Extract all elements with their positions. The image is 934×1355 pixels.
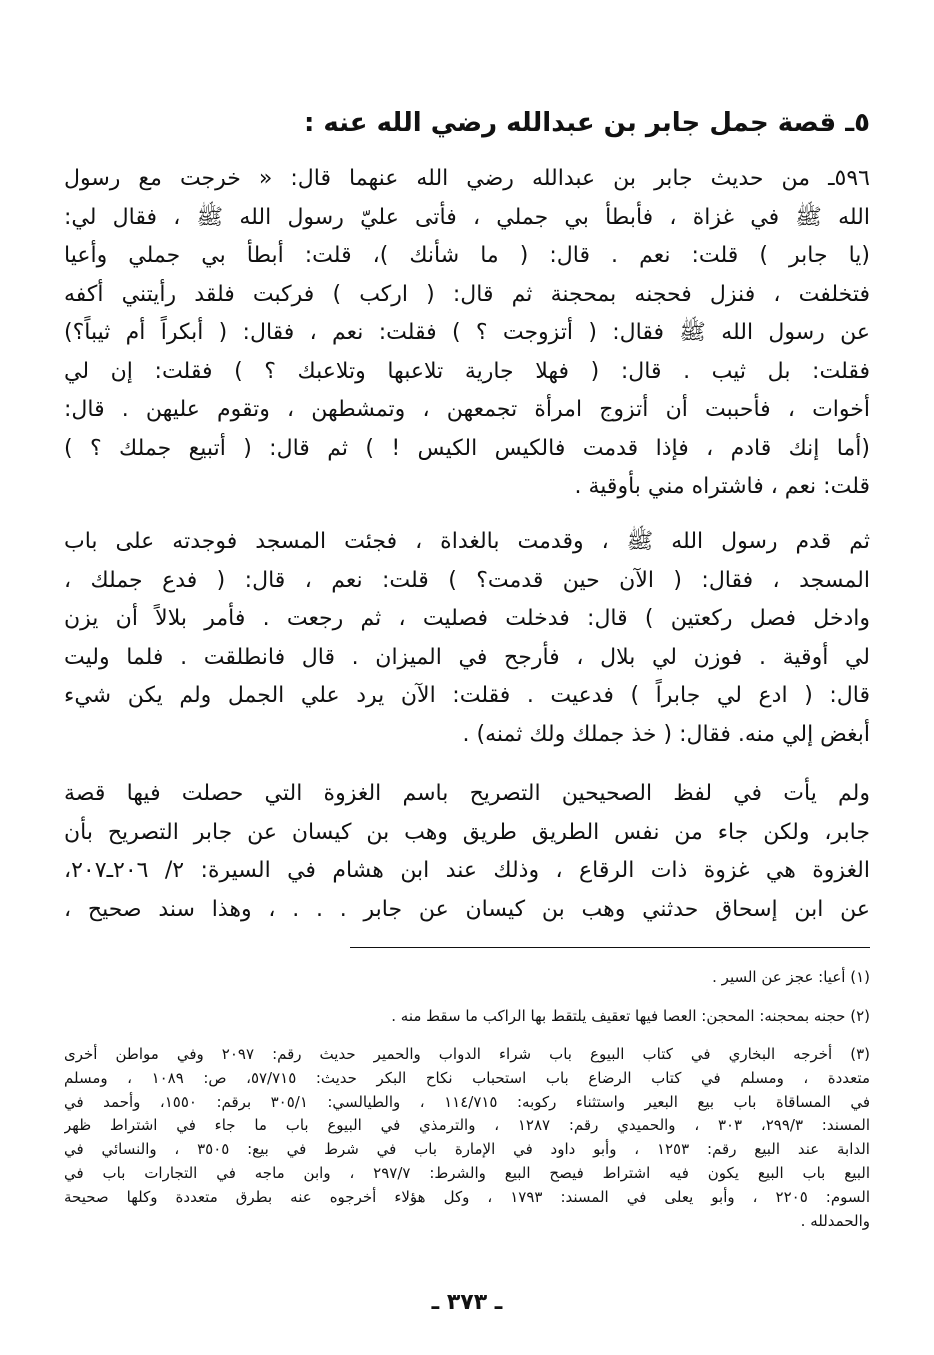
paragraph-hadith xyxy=(64,160,870,507)
footnote-divider xyxy=(350,947,870,948)
footnote-line: المسند: ٢٩٩/٣، ٣٠٣ ، والحميدي رقم: ١٢٨٧ ، والترمذي في البيوع باب ما جاء في اشتراط ظهر xyxy=(64,1116,870,1135)
text-line: الله ﷺ في غزاة ، فأبطأ بي جملي ، فأتى عليّ رسول الله ﷺ ، فقال لي: xyxy=(64,204,870,230)
text-line: ٥٩٦ـ من حديث جابر بن عبدالله رضي الله عنهما قال: « خرجت مع رسول xyxy=(64,166,870,191)
footnote-line: متعددة ، ومسلم في كتاب الرضاع باب استحباب نكاح البكر حديث: ٥٧/٧١٥، ص: ١٠٨٩ ، ومسلم xyxy=(64,1068,870,1087)
text-line: فقلت: بل ثيب . قال: ( فهلا جارية تلاعبها وتلاعبك ؟ ) فقلت: إن لي xyxy=(64,358,870,384)
footnote-line: السوم: ٢٢٠٥ ، وأبو يعلى في المسند: ١٧٩٣ ، وكل هؤلاء أخرجوه عنه بطرق متعددة وكلها صحيحة xyxy=(64,1187,870,1206)
text-line: عن ابن إسحاق حدثني وهب بن كيسان عن جابر . . . ، وهذا سند صحيح ، xyxy=(64,896,870,922)
footnote-line: الدابة عند البيع رقم: ١٢٥٣ ، وأبو داود في الإمارة باب في شرط في بيع: ٣٥٠٥ ، والنسائي في xyxy=(64,1140,870,1159)
footnote-line: البيع باب البيع يكون فيه اشتراط فيصح البيع والشرط: ٢٩٧/٧ ، وابن ماجه في التجارات باب في xyxy=(64,1163,870,1182)
footnote-3 xyxy=(64,1043,870,1233)
text-line: عن رسول الله ﷺ فقال: ( أتزوجت ؟ ) فقلت: نعم ، فقال: ( أبكراً أم ثيباً؟) xyxy=(64,320,870,345)
text-line: ثم قدم رسول الله ﷺ ، وقدمت بالغداة ، فجئت المسجد فوجدته على باب xyxy=(64,529,870,554)
text-line: أخوات ، فأحببت أن أتزوج امرأة تجمعهن ، وتمشطهن ، وتقوم عليهن . قال: xyxy=(64,397,870,422)
footnote-1 xyxy=(64,966,870,990)
footnote-line: (١) أعيا: عجز عن السير . xyxy=(712,968,870,986)
text-line: (يا جابر ) قلت: نعم . قال: ( ما شأنك )، قلت: أبطأ بي جملي وأعيا xyxy=(64,243,870,268)
text-line: ولم يأت في لفظ الصحيحين التصريح باسم الغزوة التي حصلت فيها قصة xyxy=(64,781,870,806)
paragraph-continuation xyxy=(64,523,870,754)
footnote-2 xyxy=(64,1005,870,1029)
text-line: وادخل فصل ركعتين ) قال: فدخلت فصليت ، ثم رجعت . فأمر بلالاً أن يزن xyxy=(64,606,870,631)
text-line: قال: ( ادع لي جابراً ) فدعيت . فقلت: الآن يرد علي الجمل ولم يكن شيء xyxy=(64,683,870,708)
text-line: قلت: نعم ، فاشتراه مني بأوقية . xyxy=(574,474,870,499)
text-line: لي أوقية . فوزن لي بلال ، فأرجح في الميزان . قال فانطلقت . فلما وليت xyxy=(64,644,870,670)
text-line: جابر، ولكن جاء من نفس الطريق طريق وهب بن كيسان عن جابر التصريح بأن xyxy=(64,819,870,845)
page-number: ـ ٣٧٣ ـ xyxy=(431,1290,503,1315)
text-line: الغزوة هي غزوة ذات الرقاع ، وذلك عند ابن هشام في السيرة: ٢/ ٢٠٦ـ٢٠٧، xyxy=(64,858,870,883)
text-line: فتخلفت ، فنزل فحجنه بمحجنة ثم قال: ( اركب ) فركبت فلقد رأيتني أكفه xyxy=(64,281,870,307)
paragraph-commentary xyxy=(64,775,870,929)
footnote-line: في المساقاة باب بيع البعير واستثناء ركوبه: ١١٤/٧١٥ ، والطيالسي: ٣٠٥/١ برقم: ١٥٥٠، وأحمد في xyxy=(64,1092,870,1111)
footnote-line: والحمدلله . xyxy=(800,1211,870,1230)
footnote-line: (٢) حجنه بمحجنه: المحجن: العصا فيها تعقيف يلتقط بها الراكب ما سقط منه . xyxy=(391,1007,870,1025)
section-title: ٥ـ قصة جمل جابر بن عبدالله رضي الله عنه : xyxy=(303,108,870,138)
footnote-line: (٣) أخرجه البخاري في كتاب البيوع باب شراء الدواب والحمير حديث رقم: ٢٠٩٧ وفي مواطن أخرى xyxy=(64,1045,870,1063)
text-line: (أما إنك قادم ، فإذا قدمت فالكيس الكيس ! ) ثم قال: ( أتبيع جملك ؟ ) xyxy=(64,435,870,461)
text-line: المسجد ، فقال: ( الآن حين قدمت؟ ) قلت: نعم ، قال: ( فدع جملك ، xyxy=(64,567,870,593)
text-line: أبغض إلي منه. فقال: ( خذ جملك ولك ثمنه) . xyxy=(462,721,870,747)
